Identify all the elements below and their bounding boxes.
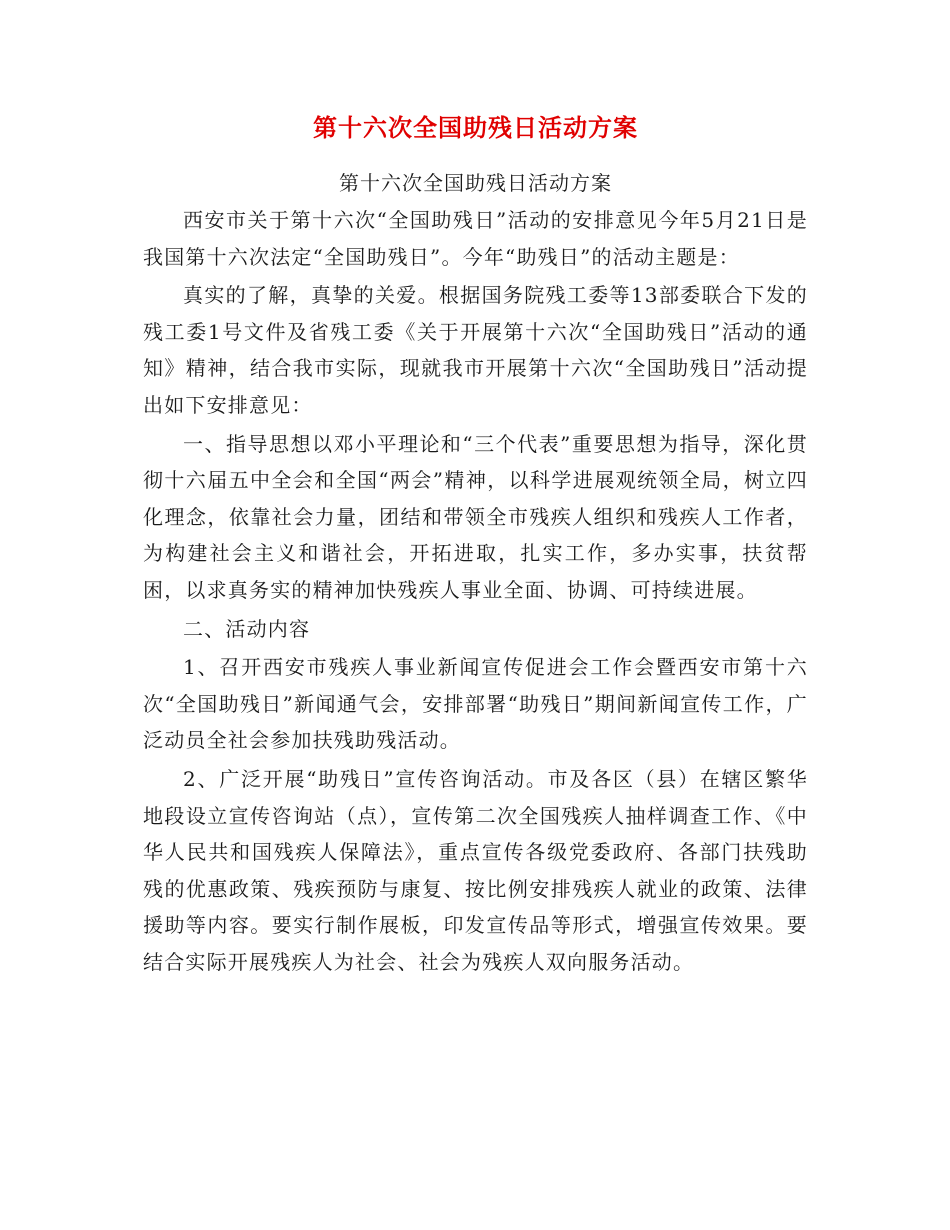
paragraph-guiding-ideology: 一、指导思想以邓小平理论和“三个代表”重要思想为指导，深化贯彻十六届五中全会和全国“两会”精神，以科学进展观统领全局，树立四化理念，依靠社会力量，团结和带领全市残疾人组织和残疾人工作者，为构建社会主义和谐社会，开拓进取，扎实工作，多办实事，扶贫帮困，以求真务实的精神加快残疾人事业全面、协调、可持续进展。 — [143, 431, 808, 602]
document-subtitle: 第十六次全国助残日活动方案 — [339, 171, 612, 195]
paragraph-item-1: 1、召开西安市残疾人事业新闻宣传促进会工作会暨西安市第十六次“全国助残日”新闻通气会，安排部署“助残日”期间新闻宣传工作，广泛动员全社会参加扶残助残活动。 — [143, 655, 808, 753]
document-title: 第十六次全国助残日活动方案 — [313, 114, 638, 142]
paragraph-item-2: 2、广泛开展“助残日”宣传咨询活动。市及各区（县）在辖区繁华地段设立宣传咨询站（点），宣传第二次全国残疾人抽样调查工作、《中华人民共和国残疾人保障法》，重点宣传各级党委政府、各部门扶残助残的优惠政策、残疾预防与康复、按比例安排残疾人就业的政策、法律援助等内容。要实行制作展板，印发宣传品等形式，增强宣传效果。要结合实际开展残疾人为社会、社会为残疾人双向服务活动。 — [143, 766, 808, 974]
paragraph-theme: 真实的了解，真挚的关爱。根据国务院残工委等13部委联合下发的残工委1号文件及省残工委《关于开展第十六次“全国助残日”活动的通知》精神，结合我市实际，现就我市开展第十六次“全国助残日”活动提出如下安排意见： — [143, 283, 808, 417]
section-heading-activities: 二、活动内容 — [183, 616, 311, 641]
document-page — [143, 108, 808, 980]
paragraph-intro: 西安市关于第十六次“全国助残日”活动的安排意见今年5月21日是我国第十六次法定“全国助残日”。今年“助残日”的活动主题是： — [143, 208, 808, 269]
